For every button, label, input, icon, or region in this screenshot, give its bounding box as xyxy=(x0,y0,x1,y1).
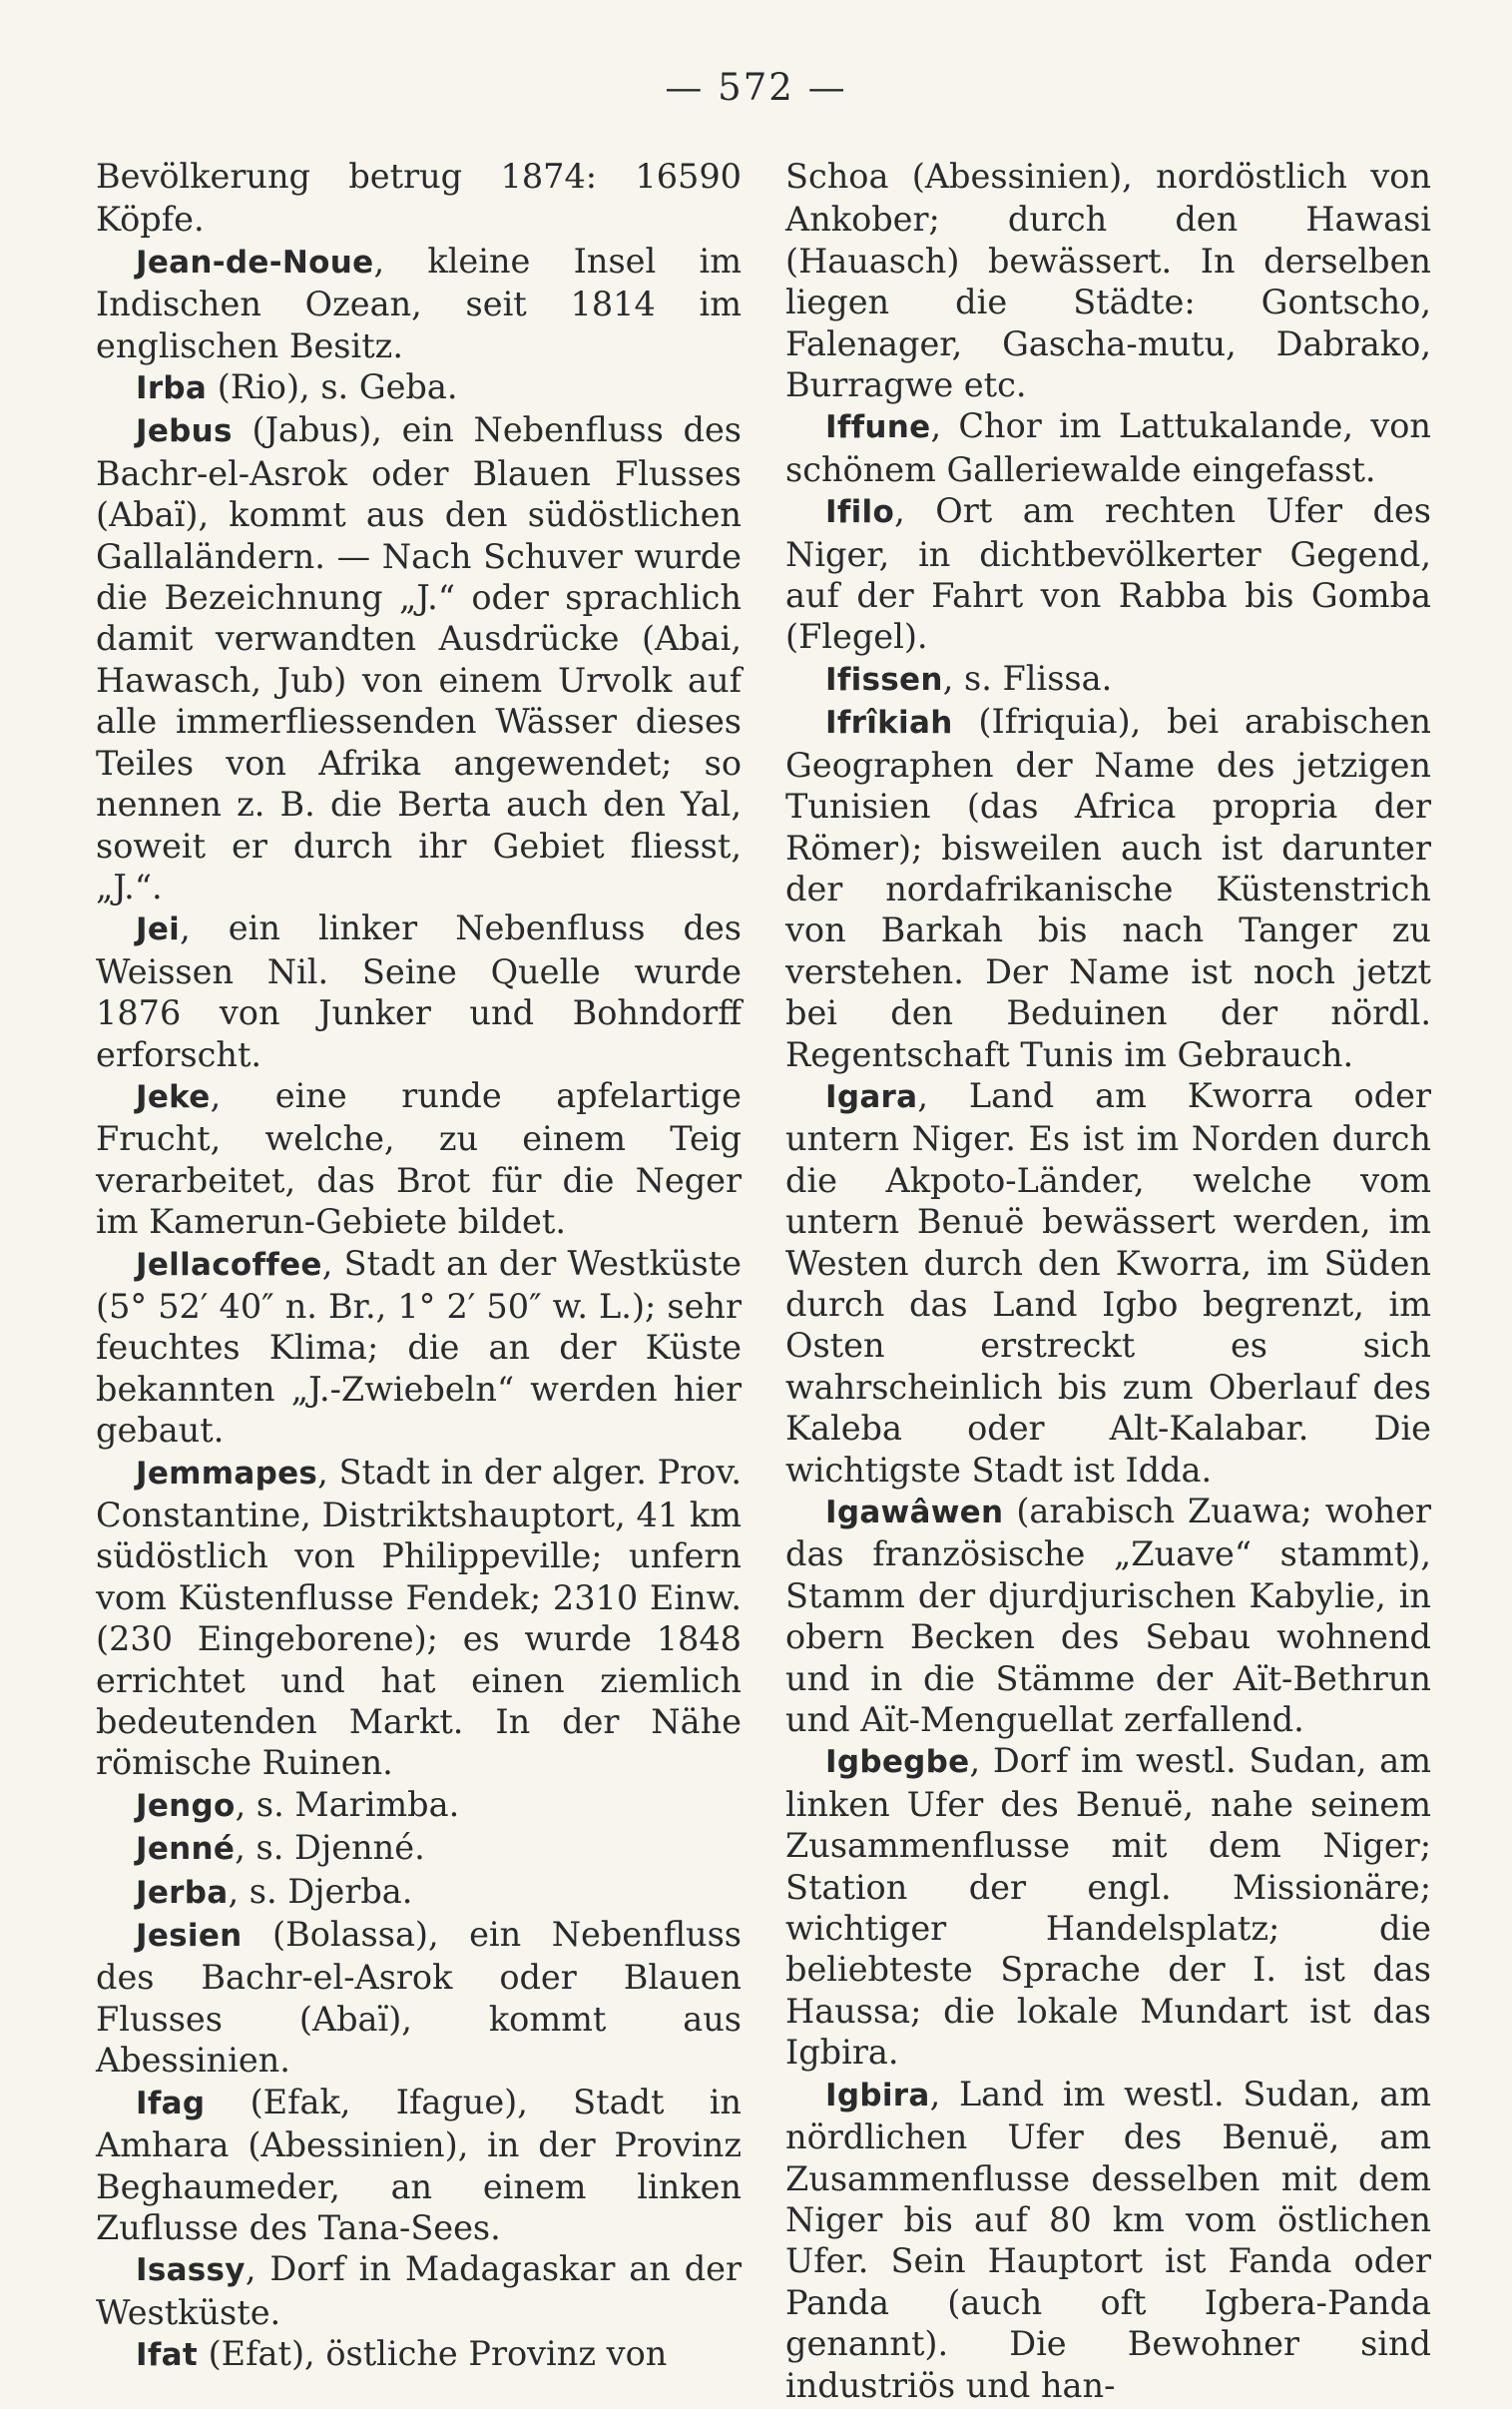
entry xyxy=(785,658,1431,701)
entry xyxy=(96,1784,742,1827)
entry-text: , Chor im Lattukalande, von schönem Galleriewalde eingefasst. xyxy=(785,406,1431,489)
entry-headword: Jemmapes xyxy=(136,1455,318,1492)
entry-headword: Irba xyxy=(136,370,208,407)
entry-text: , s. Flissa. xyxy=(942,658,1113,698)
entry-headword: Jei xyxy=(136,911,181,948)
entry-text: , ein linker Nebenfluss des Weissen Nil. Seine Quelle wurde 1876 von Junker und Bohndorff erforscht. xyxy=(96,908,742,1074)
entry xyxy=(785,1740,1431,2073)
entry-text: , Dorf in Madagaskar an der Westküste. xyxy=(96,2249,742,2332)
entry-text: (Rio), s. Geba. xyxy=(207,367,458,407)
entry xyxy=(96,366,742,409)
entry xyxy=(96,1452,742,1784)
entry-headword: Jenné xyxy=(136,1831,236,1868)
entry xyxy=(785,1491,1431,1740)
entry xyxy=(785,1075,1431,1491)
entry xyxy=(785,701,1431,1075)
entry-text: , Ort am rechten Ufer des Niger, in dichtbevölkerter Gegend, auf der Fahrt von Rabba bis Gomba (Flegel). xyxy=(785,491,1431,657)
entry xyxy=(96,1914,742,2082)
entry-headword: Jerba xyxy=(136,1874,229,1911)
left-column xyxy=(96,156,742,2377)
entry xyxy=(785,490,1431,658)
entry xyxy=(96,1827,742,1870)
entry-headword: Igbira xyxy=(825,2077,930,2113)
entry-text: , eine runde apfelartige Frucht, welche, zu einem Teig verarbeitet, das Brot für die Neger im Kamerun-Gebiete bildet. xyxy=(96,1075,742,1242)
entry-headword: Jellacoffee xyxy=(136,1246,322,1283)
entry-text: , s. Djenné. xyxy=(235,1828,425,1868)
entry xyxy=(96,1243,742,1452)
entry-text: , Dorf im westl. Sudan, am linken Ufer des Benuë, nahe seinem Zusammenflusse mit dem Niger; Station der engl. Missionäre; wichtiger Handelsplatz; die beliebteste Sprache der I. ist das Haussa; die lokale Mundart ist das Igbira. xyxy=(785,1741,1431,2073)
entry xyxy=(96,409,742,907)
entry-text: , Land im westl. Sudan, am nördlichen Ufer des Benuë, am Zusammenflusse desselben mit dem Niger bis auf 80 km vom östlichen Ufer. Sein Hauptort ist Fanda oder Panda (auch oft Igbera-Panda genannt). Die Bewohner sind industriös und han- xyxy=(785,2074,1431,2405)
entry xyxy=(785,2074,1431,2406)
entry xyxy=(96,2248,742,2333)
entry-text: (Bolassa), ein Nebenfluss des Bachr-el-Asrok oder Blauen Flusses (Abaï), kommt aus Abessinien. xyxy=(96,1915,742,2081)
entry-headword: Jeke xyxy=(136,1078,211,1115)
entry-headword: Jebus xyxy=(136,413,233,450)
entry-headword: Ifag xyxy=(136,2085,206,2121)
entry-text: , Stadt an der Westküste (5° 52′ 40″ n. Br., 1° 2′ 50″ w. L.); sehr feuchtes Klima; die an der Küste bekannten „J.-Zwiebeln“ werden hier gebaut. xyxy=(96,1243,742,1451)
entry-text: , s. Djerba. xyxy=(228,1871,413,1911)
page-number: — 572 — xyxy=(665,66,847,109)
entry-text: , Land am Kworra oder untern Niger. Es ist im Norden durch die Akpoto-Länder, welche vom untern Benuë bewässert werden, im Westen durch den Kworra, im Süden durch das Land Igbo begrenzt, im Osten erstreckt es sich wahrscheinlich bis zum Oberlauf des Kaleba oder Alt-Kalabar. Die wichtigste Stadt ist Idda. xyxy=(785,1075,1431,1490)
entry xyxy=(785,405,1431,490)
entry-headword: Ifissen xyxy=(825,661,943,698)
entry-headword: Igara xyxy=(825,1078,918,1115)
entry-text: (Ifriquia), bei arabischen Geographen der Name des jetzigen Tunisien (das Africa propria der Römer); bisweilen auch ist darunter der nordafrikanische Küstenstrich von Barkah bis nach Tanger zu verstehen. Der Name ist noch jetzt bei den Beduinen der nördl. Regentschaft Tunis im Gebrauch. xyxy=(785,702,1431,1074)
entry-headword: Iffune xyxy=(825,409,931,446)
entry xyxy=(96,907,742,1075)
entry xyxy=(785,156,1431,405)
entry xyxy=(96,156,742,241)
entry-headword: Isassy xyxy=(136,2252,246,2289)
entry-headword: Igawâwen xyxy=(825,1495,1004,1530)
entry xyxy=(96,2082,742,2249)
entry-headword: Jean-de-Noue xyxy=(136,244,374,281)
entry xyxy=(96,241,742,366)
entry-headword: Ifrîkiah xyxy=(825,705,953,742)
entry-headword: Jengo xyxy=(136,1787,236,1824)
entry xyxy=(96,2333,742,2376)
entry-text: (Efat), östliche Provinz von xyxy=(197,2334,668,2374)
entry-text: Bevölkerung betrug 1874: 16590 Köpfe. xyxy=(96,157,742,240)
entry-headword: Ifilo xyxy=(825,494,895,531)
entry-text: , s. Marimba. xyxy=(235,1784,460,1824)
entry-headword: Jesien xyxy=(136,1918,243,1955)
entry-text: (Efak, Ifague), Stadt in Amhara (Abessinien), in der Provinz Beghaumeder, an einem linken Zuflusse des Tana-Sees. xyxy=(96,2082,742,2247)
entry-text: (arabisch Zuawa; woher das französische „Zuave“ stammt), Stamm der djurdjurischen Kabylie, in obern Becken des Sebau wohnend und in die Stämme der Aït-Bethrun und Aït-Menguellat zerfallend. xyxy=(785,1492,1431,1740)
entry-text: (Jabus), ein Nebenfluss des Bachr-el-Asrok oder Blauen Flusses (Abaï), kommt aus den südöstlichen Gallaländern. — Nach Schuver wurde die Bezeichnung „J.“ oder sprachlich damit verwandten Ausdrücke (Abai, Hawasch, Jub) von einem Urvolk auf alle immerfliessenden Wässer dieses Teiles von Afrika angewendet; so nennen z. B. die Berta auch den Yal, soweit er durch ihr Gebiet fliesst, „J.“. xyxy=(96,410,742,906)
entry-text: , kleine Insel im Indischen Ozean, seit 1814 im englischen Besitz. xyxy=(96,241,742,365)
entry-headword: Igbegbe xyxy=(825,1744,970,1781)
entry xyxy=(96,1871,742,1914)
entry xyxy=(96,1075,742,1243)
right-column xyxy=(785,156,1431,2406)
entry-text: Schoa (Abessinien), nordöstlich von Ankober; durch den Hawasi (Hauasch) bewässert. In derselben liegen die Städte: Gontscho, Falenager, Gascha-mutu, Dabrako, Burragwe etc. xyxy=(785,157,1431,405)
entry-text: , Stadt in der alger. Prov. Constantine, Distriktshauptort, 41 km südöstlich von Philippeville; unfern vom Küstenflusse Fendek; 2310 Einw. (230 Eingeborene); es wurde 1848 errichtet und hat einen ziemlich bedeutenden Markt. In der Nähe römische Ruinen. xyxy=(96,1452,742,1783)
entry-headword: Ifat xyxy=(136,2337,198,2374)
